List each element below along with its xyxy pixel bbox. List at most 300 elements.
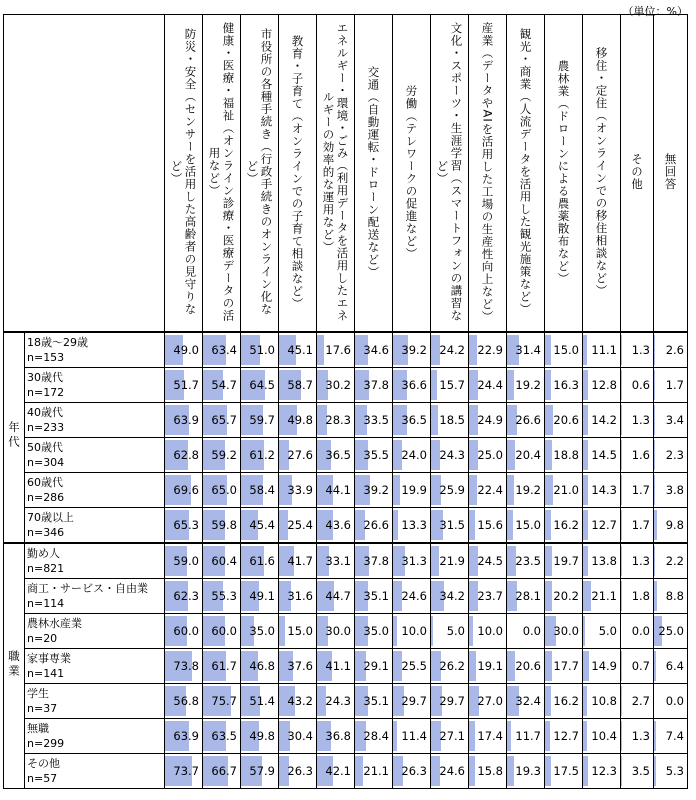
value-bar <box>393 616 397 646</box>
value-cell <box>355 684 393 719</box>
value-cell <box>355 754 393 789</box>
value-cell <box>621 614 654 649</box>
value-label: 3.5 <box>631 764 650 778</box>
value-label: 36.6 <box>401 378 427 392</box>
value-bar <box>654 651 656 681</box>
value-bar <box>583 721 587 751</box>
value-label: 24.4 <box>477 378 503 392</box>
value-label: 13.8 <box>591 554 617 568</box>
value-cell <box>507 614 545 649</box>
value-label: 73.8 <box>173 659 199 673</box>
value-cell <box>279 368 317 403</box>
value-label: 23.5 <box>515 554 541 568</box>
value-cell <box>654 649 688 684</box>
value-cell <box>203 719 241 754</box>
column-header <box>469 15 507 333</box>
value-label: 60.0 <box>211 624 237 638</box>
value-label: 69.6 <box>173 483 199 497</box>
value-bar <box>469 756 475 786</box>
value-cell <box>583 438 621 473</box>
row-label-n: n=346 <box>27 526 65 539</box>
value-cell <box>431 332 469 368</box>
value-label: 10.0 <box>477 624 503 638</box>
column-header-label: 市役所の各種手続き（行政手続きのオンライン化など） <box>245 28 274 316</box>
value-label: 3.4 <box>665 413 684 427</box>
value-label: 35.5 <box>363 448 389 462</box>
value-cell <box>621 508 654 544</box>
value-label: 33.9 <box>287 483 313 497</box>
column-header <box>583 15 621 333</box>
value-cell <box>355 719 393 754</box>
value-cell <box>431 403 469 438</box>
row-label <box>25 579 165 614</box>
row-label-name: 商工・サービス・自由業 <box>27 582 148 595</box>
value-cell <box>583 754 621 789</box>
value-label: 28.3 <box>325 413 351 427</box>
value-label: 51.4 <box>249 694 275 708</box>
value-label: 23.7 <box>477 589 503 603</box>
value-cell <box>241 649 279 684</box>
value-label: 35.0 <box>249 624 275 638</box>
value-bar <box>654 546 655 576</box>
value-cell <box>279 579 317 614</box>
value-label: 44.7 <box>325 589 351 603</box>
value-label: 17.7 <box>553 659 579 673</box>
value-cell <box>317 684 355 719</box>
value-cell <box>654 719 688 754</box>
value-cell <box>469 438 507 473</box>
value-bar <box>507 475 514 505</box>
value-bar <box>545 651 552 681</box>
table-row <box>4 473 688 508</box>
column-header <box>317 15 355 333</box>
row-label-n: n=141 <box>27 667 65 680</box>
value-cell <box>583 543 621 579</box>
value-label: 18.8 <box>553 448 579 462</box>
value-cell <box>203 543 241 579</box>
value-label: 15.6 <box>477 518 503 532</box>
value-bar <box>583 686 587 716</box>
value-label: 65.0 <box>211 483 237 497</box>
value-cell <box>165 473 203 508</box>
value-label: 58.7 <box>287 378 313 392</box>
value-bar <box>545 335 551 365</box>
value-cell <box>621 543 654 579</box>
value-label: 26.2 <box>439 659 465 673</box>
value-bar <box>507 510 513 540</box>
row-label-name: 70歳以上 <box>27 511 74 524</box>
value-label: 37.8 <box>363 554 389 568</box>
value-bar <box>431 370 437 400</box>
column-header-label: 移住・定住（オンラインでの移住相談など） <box>594 47 609 297</box>
value-bar <box>583 335 587 365</box>
value-label: 24.2 <box>439 343 465 357</box>
value-label: 36.5 <box>325 448 351 462</box>
value-cell <box>621 754 654 789</box>
row-group <box>4 543 688 789</box>
value-label: 61.2 <box>249 448 275 462</box>
value-cell <box>279 649 317 684</box>
value-cell <box>279 473 317 508</box>
value-cell <box>393 403 431 438</box>
value-cell <box>545 684 583 719</box>
group-label-text: 年代 <box>7 421 21 450</box>
value-bar <box>393 475 400 505</box>
value-cell <box>583 508 621 544</box>
value-cell <box>241 403 279 438</box>
table-row <box>4 368 688 403</box>
value-cell <box>621 332 654 368</box>
value-cell <box>507 438 545 473</box>
column-header <box>507 15 545 333</box>
value-cell <box>165 543 203 579</box>
table-row <box>4 719 688 754</box>
value-bar <box>279 616 285 646</box>
value-label: 21.9 <box>439 554 465 568</box>
value-bar <box>583 581 591 611</box>
value-cell <box>203 684 241 719</box>
row-label-n: n=114 <box>27 597 65 610</box>
value-label: 49.0 <box>173 343 199 357</box>
value-cell <box>654 684 688 719</box>
value-bar <box>545 475 553 505</box>
value-label: 25.4 <box>287 518 313 532</box>
value-label: 30.0 <box>553 624 579 638</box>
table-row <box>4 508 688 544</box>
row-label-name: 40歳代 <box>27 406 63 419</box>
row-label-name: 学生 <box>27 687 49 700</box>
value-cell <box>165 754 203 789</box>
value-bar <box>621 581 622 611</box>
column-header <box>241 15 279 333</box>
value-label: 60.0 <box>173 624 199 638</box>
value-cell <box>507 403 545 438</box>
column-header <box>165 15 203 333</box>
value-label: 19.2 <box>515 378 541 392</box>
value-label: 0.7 <box>631 659 650 673</box>
value-cell <box>431 508 469 544</box>
value-cell <box>355 543 393 579</box>
value-bar <box>621 475 622 505</box>
value-label: 56.8 <box>173 694 199 708</box>
value-label: 51.7 <box>173 378 199 392</box>
value-cell <box>279 438 317 473</box>
value-bar <box>507 651 515 681</box>
table-row <box>4 684 688 719</box>
column-header <box>431 15 469 333</box>
value-label: 10.8 <box>591 694 617 708</box>
value-cell <box>279 543 317 579</box>
value-bar <box>469 721 475 751</box>
value-label: 1.7 <box>631 483 650 497</box>
column-header-label: 観光・商業（人流データを活用した観光施策など） <box>518 28 533 316</box>
value-cell <box>583 403 621 438</box>
value-label: 21.1 <box>363 764 389 778</box>
value-cell <box>241 473 279 508</box>
value-cell <box>621 579 654 614</box>
value-cell <box>469 754 507 789</box>
value-cell <box>393 543 431 579</box>
row-label-name: 農林水産業 <box>27 617 82 630</box>
value-label: 45.1 <box>287 343 313 357</box>
value-label: 35.1 <box>363 694 389 708</box>
value-label: 6.4 <box>665 659 684 673</box>
unit-label: （単位：%） <box>622 5 688 18</box>
value-label: 15.0 <box>287 624 313 638</box>
value-cell <box>393 438 431 473</box>
value-cell <box>469 719 507 754</box>
value-cell <box>393 754 431 789</box>
value-label: 63.4 <box>211 343 237 357</box>
value-bar <box>583 370 588 400</box>
value-label: 19.3 <box>515 764 541 778</box>
value-label: 29.1 <box>363 659 389 673</box>
value-label: 20.6 <box>553 413 579 427</box>
value-cell <box>393 368 431 403</box>
value-cell <box>203 579 241 614</box>
value-cell <box>317 543 355 579</box>
value-cell <box>654 368 688 403</box>
value-bar <box>583 510 588 540</box>
value-cell <box>431 543 469 579</box>
value-cell <box>203 332 241 368</box>
value-label: 57.9 <box>249 764 275 778</box>
value-label: 62.8 <box>173 448 199 462</box>
value-label: 16.3 <box>553 378 579 392</box>
value-label: 11.1 <box>591 343 617 357</box>
group-label <box>4 332 25 543</box>
value-label: 5.3 <box>665 764 684 778</box>
value-cell <box>355 614 393 649</box>
value-label: 59.0 <box>173 554 199 568</box>
value-label: 63.9 <box>173 729 199 743</box>
value-cell <box>583 614 621 649</box>
value-cell <box>654 579 688 614</box>
value-label: 39.2 <box>363 483 389 497</box>
value-cell <box>279 684 317 719</box>
value-cell <box>507 649 545 684</box>
column-header-label: 健康・医療・福祉（オンライン診療・医療データの活用など） <box>207 22 236 322</box>
value-label: 43.2 <box>287 694 313 708</box>
column-header-label: 無回答 <box>663 153 678 191</box>
row-label-n: n=304 <box>27 456 65 469</box>
row-label <box>25 473 165 508</box>
value-bar <box>507 440 515 470</box>
value-cell <box>654 614 688 649</box>
value-label: 27.6 <box>287 448 313 462</box>
row-label-name: 家事専業 <box>27 652 71 665</box>
row-label-name: 勤め人 <box>27 547 60 560</box>
value-label: 29.7 <box>439 694 465 708</box>
value-cell <box>621 438 654 473</box>
value-label: 37.6 <box>287 659 313 673</box>
value-cell <box>545 754 583 789</box>
value-label: 1.3 <box>631 413 650 427</box>
value-cell <box>355 649 393 684</box>
value-label: 59.8 <box>211 518 237 532</box>
value-bar <box>317 335 324 365</box>
row-label-name: 50歳代 <box>27 441 63 454</box>
value-label: 19.1 <box>477 659 503 673</box>
value-label: 1.6 <box>631 448 650 462</box>
value-label: 59.7 <box>249 413 275 427</box>
row-label <box>25 754 165 789</box>
row-label-n: n=286 <box>27 491 65 504</box>
value-label: 63.9 <box>173 413 199 427</box>
column-header-label: その他 <box>630 153 644 191</box>
value-bar <box>583 651 589 681</box>
value-cell <box>507 332 545 368</box>
value-label: 45.4 <box>249 518 275 532</box>
value-cell <box>431 719 469 754</box>
value-cell <box>431 579 469 614</box>
row-label-n: n=233 <box>27 421 65 434</box>
value-label: 26.3 <box>287 764 313 778</box>
value-label: 14.2 <box>591 413 617 427</box>
value-cell <box>545 543 583 579</box>
value-label: 49.1 <box>249 589 275 603</box>
column-header <box>279 15 317 333</box>
value-label: 58.4 <box>249 483 275 497</box>
value-bar <box>507 370 514 400</box>
value-cell <box>165 368 203 403</box>
value-cell <box>583 368 621 403</box>
row-label-name: 30歳代 <box>27 371 63 384</box>
value-label: 27.1 <box>439 729 465 743</box>
value-bar <box>621 510 622 540</box>
value-bar <box>654 721 656 751</box>
value-label: 30.0 <box>325 624 351 638</box>
value-cell <box>654 473 688 508</box>
value-cell <box>545 332 583 368</box>
value-cell <box>507 754 545 789</box>
value-label: 22.9 <box>477 343 503 357</box>
value-cell <box>317 332 355 368</box>
value-cell <box>507 684 545 719</box>
value-bar <box>507 721 511 751</box>
value-cell <box>431 684 469 719</box>
value-label: 51.0 <box>249 343 275 357</box>
value-label: 26.6 <box>363 518 389 532</box>
value-bar <box>469 651 476 681</box>
value-cell <box>621 649 654 684</box>
value-cell <box>317 368 355 403</box>
value-cell <box>241 438 279 473</box>
value-label: 33.5 <box>363 413 389 427</box>
value-cell <box>355 579 393 614</box>
value-cell <box>469 403 507 438</box>
value-label: 3.8 <box>665 483 684 497</box>
row-label-n: n=821 <box>27 562 65 575</box>
value-label: 2.6 <box>665 343 684 357</box>
value-label: 31.5 <box>439 518 465 532</box>
value-cell <box>165 649 203 684</box>
table-row <box>4 543 688 579</box>
value-cell <box>165 579 203 614</box>
value-cell <box>654 332 688 368</box>
value-bar <box>431 616 433 646</box>
value-label: 18.5 <box>439 413 465 427</box>
value-cell <box>507 368 545 403</box>
value-label: 26.3 <box>401 764 427 778</box>
value-label: 43.6 <box>325 518 351 532</box>
value-cell <box>545 403 583 438</box>
value-label: 1.3 <box>631 554 650 568</box>
value-label: 0.0 <box>665 694 684 708</box>
value-label: 15.7 <box>439 378 465 392</box>
value-cell <box>279 332 317 368</box>
table-row <box>4 754 688 789</box>
row-label <box>25 543 165 579</box>
column-header-label: エネルギー・環境・ごみ（利用データを活用したエネルギーの効率的な運用など） <box>321 22 350 322</box>
header-row <box>4 15 688 333</box>
value-label: 36.5 <box>401 413 427 427</box>
value-cell <box>393 614 431 649</box>
value-label: 39.2 <box>401 343 427 357</box>
value-bar <box>393 510 398 540</box>
row-label-n: n=57 <box>27 772 58 785</box>
value-cell <box>469 508 507 544</box>
value-label: 37.8 <box>363 378 389 392</box>
value-cell <box>393 684 431 719</box>
value-label: 14.5 <box>591 448 617 462</box>
value-label: 24.3 <box>439 448 465 462</box>
value-label: 28.1 <box>515 589 541 603</box>
value-cell <box>241 754 279 789</box>
value-cell <box>241 332 279 368</box>
value-cell <box>393 332 431 368</box>
value-label: 1.8 <box>631 589 650 603</box>
value-label: 25.5 <box>401 659 427 673</box>
value-label: 28.4 <box>363 729 389 743</box>
value-cell <box>545 614 583 649</box>
value-cell <box>654 438 688 473</box>
value-label: 33.1 <box>325 554 351 568</box>
value-label: 2.2 <box>665 554 684 568</box>
value-label: 12.8 <box>591 378 617 392</box>
value-cell <box>203 368 241 403</box>
value-bar <box>654 370 655 400</box>
value-label: 24.0 <box>401 448 427 462</box>
value-cell <box>165 614 203 649</box>
value-cell <box>393 473 431 508</box>
column-header <box>355 15 393 333</box>
value-label: 36.8 <box>325 729 351 743</box>
row-label <box>25 649 165 684</box>
value-label: 30.2 <box>325 378 351 392</box>
value-cell <box>654 403 688 438</box>
value-label: 0.6 <box>631 378 650 392</box>
value-cell <box>469 579 507 614</box>
value-bar <box>583 475 588 505</box>
table-row <box>4 579 688 614</box>
value-label: 15.0 <box>515 518 541 532</box>
column-header <box>621 15 654 333</box>
value-bar <box>545 686 551 716</box>
value-cell <box>469 684 507 719</box>
value-cell <box>279 719 317 754</box>
value-label: 24.9 <box>477 413 503 427</box>
value-cell <box>203 649 241 684</box>
value-bar <box>545 581 552 611</box>
row-label-name: 60歳代 <box>27 476 63 489</box>
value-cell <box>621 719 654 754</box>
value-label: 1.3 <box>631 343 650 357</box>
value-cell <box>203 508 241 544</box>
value-bar <box>583 616 585 646</box>
value-label: 65.7 <box>211 413 237 427</box>
value-cell <box>469 473 507 508</box>
